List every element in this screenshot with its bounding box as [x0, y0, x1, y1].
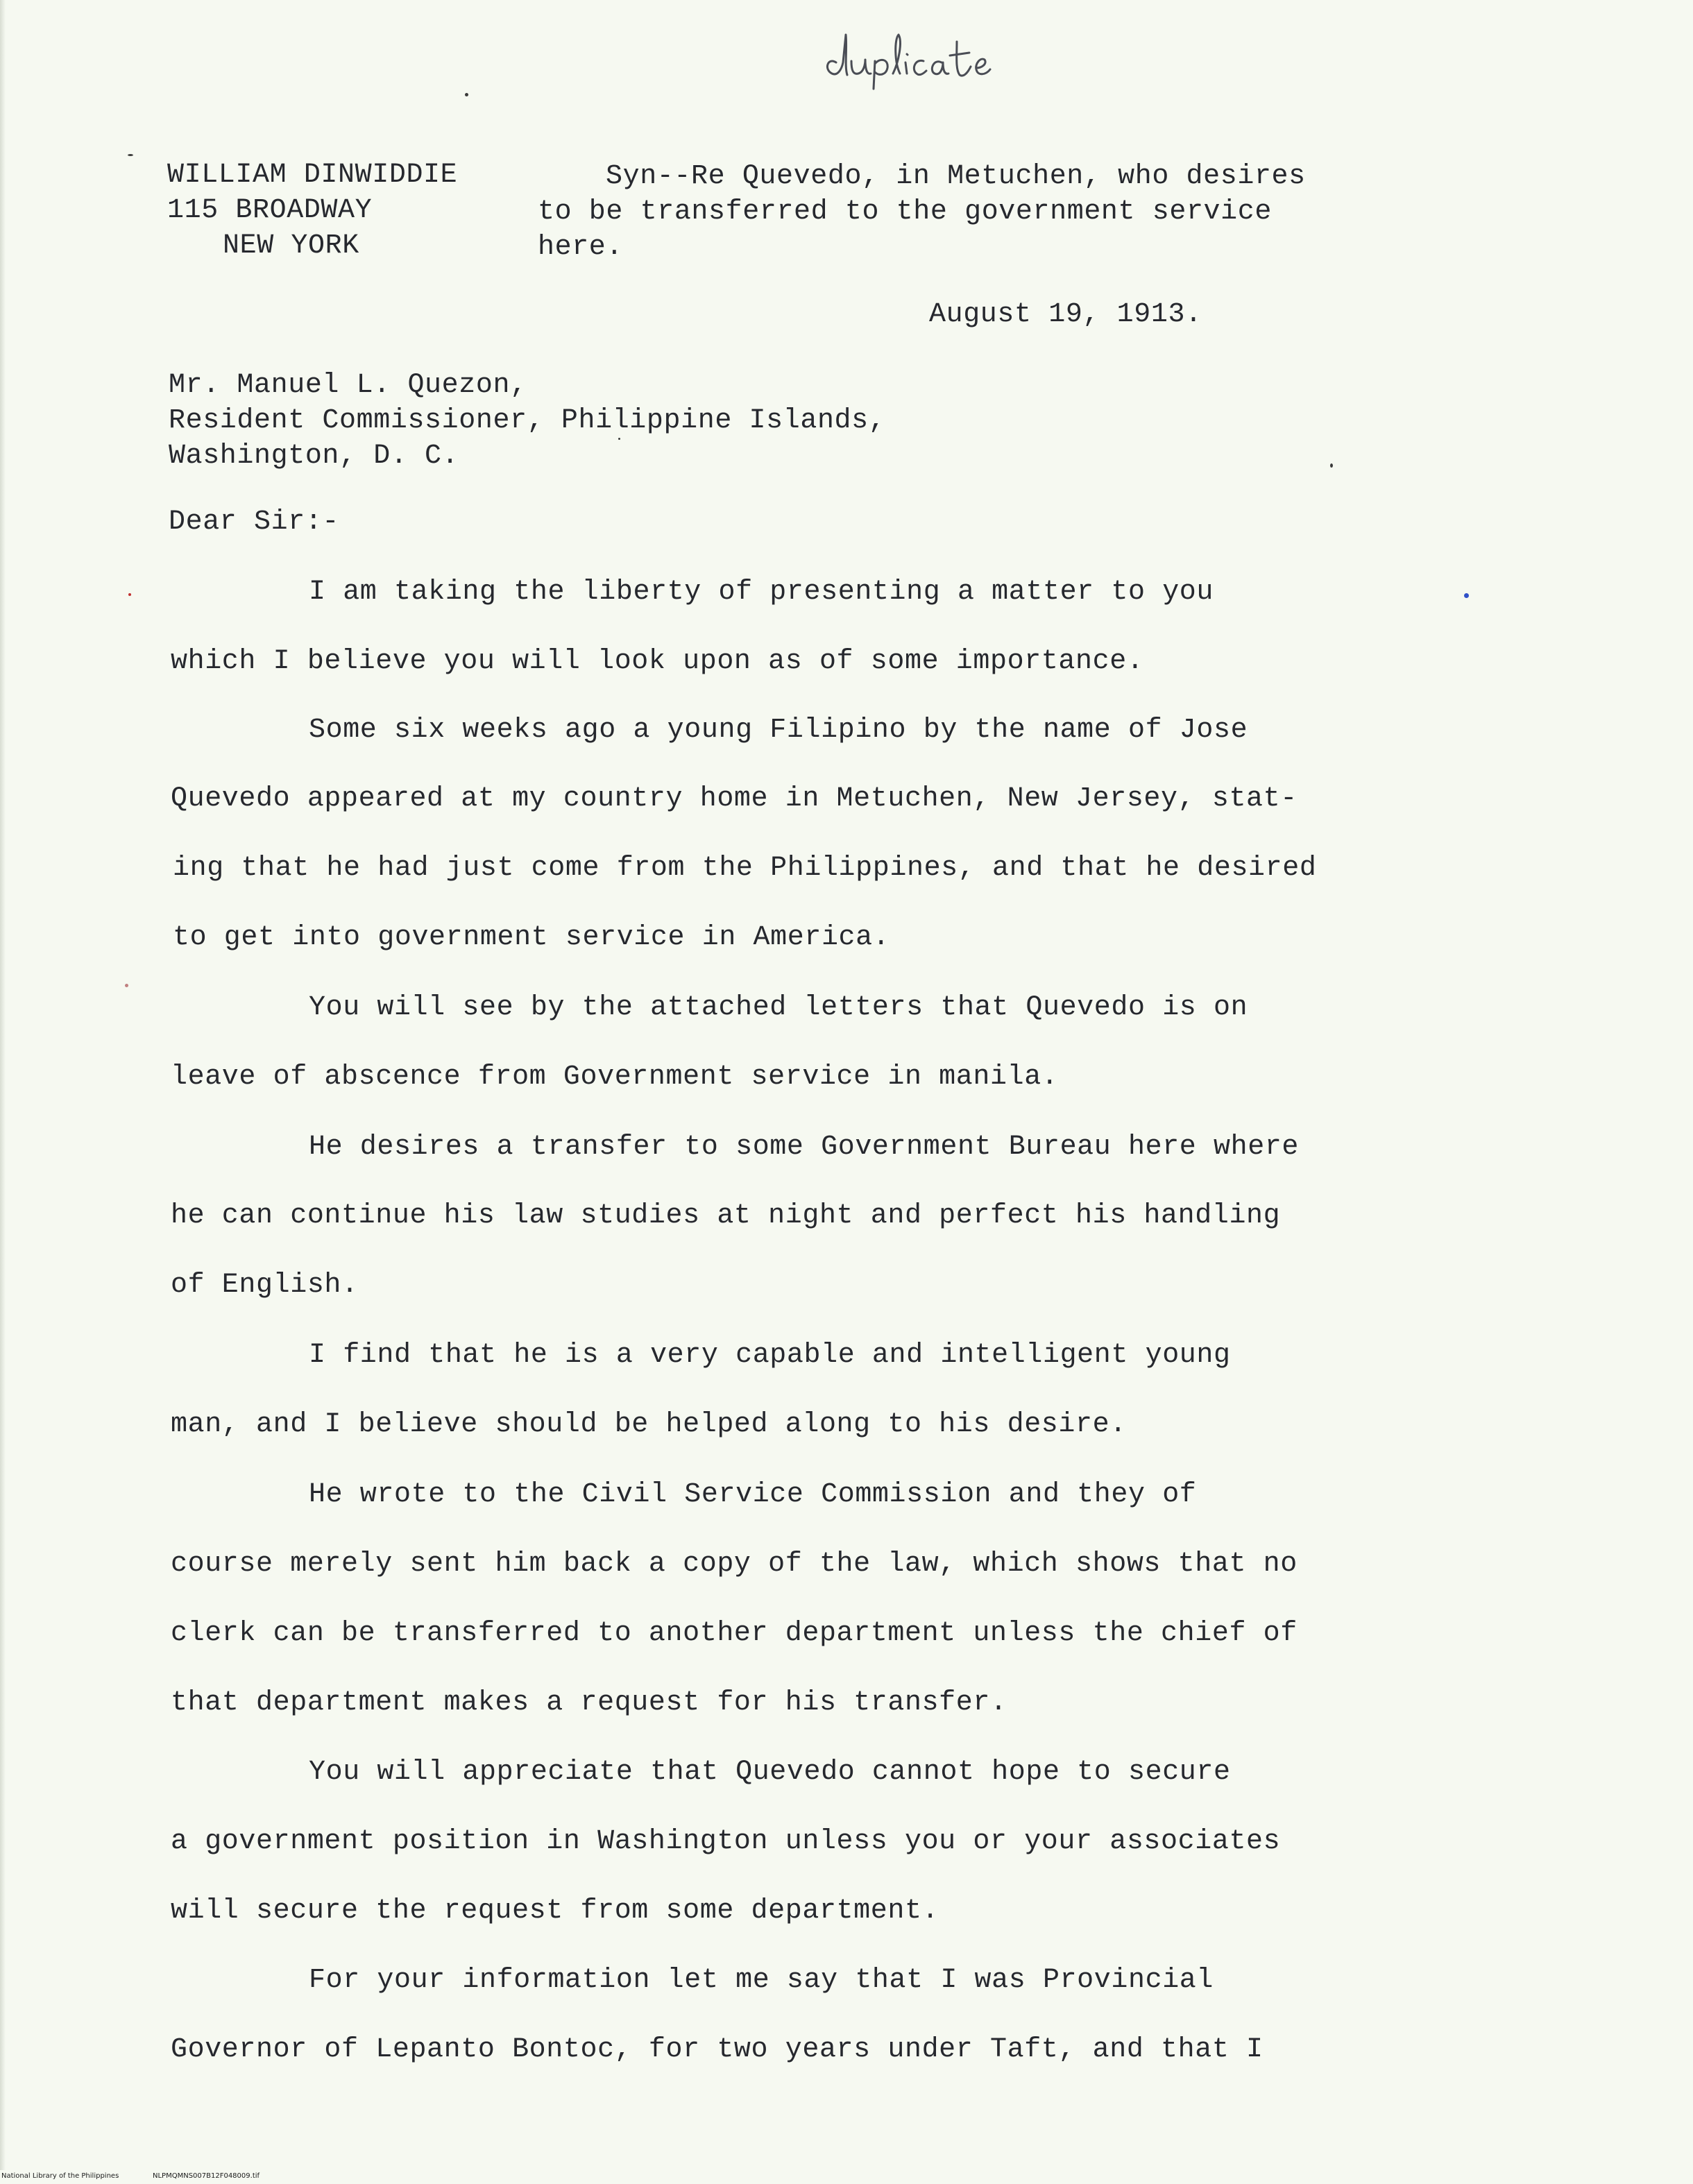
body-line: He desires a transfer to some Government Bureau here where: [309, 1132, 1300, 1163]
page-edge-shadow: [0, 0, 6, 2184]
body-line: which I believe you will look upon as of some importance.: [171, 646, 1144, 677]
synopsis-line-2: to be transferred to the government service: [538, 196, 1272, 228]
paper-speck: [1464, 593, 1469, 598]
body-line: that department makes a request for his transfer.: [171, 1687, 1007, 1718]
recipient-name: Mr. Manuel L. Quezon,: [169, 370, 527, 401]
body-line: man, and I believe should be helped along to his desire.: [171, 1409, 1127, 1440]
synopsis-line-3: here.: [538, 232, 624, 263]
body-line: clerk can be transferred to another department unless the chief of: [171, 1618, 1298, 1649]
footer-library-label: National Library of the Philippines: [1, 2172, 119, 2180]
letter-date: August 19, 1913.: [929, 299, 1202, 330]
letterhead-name: WILLIAM DINWIDDIE: [167, 160, 458, 191]
handwriting-duplicate-graphic: [815, 14, 1044, 90]
body-line: He wrote to the Civil Service Commission and they of: [309, 1479, 1197, 1510]
body-line: ing that he had just come from the Philippines, and that he desired: [173, 853, 1317, 884]
recipient-title: Resident Commissioner, Philippine Islands,: [169, 405, 886, 436]
paper-speck: [465, 93, 468, 96]
body-line: leave of abscence from Government service in manila.: [171, 1061, 1059, 1093]
body-line: I find that he is a very capable and intelligent young: [309, 1340, 1231, 1371]
body-line: to get into government service in America.: [173, 922, 890, 953]
footer-file-name: NLPMQMNS007B12F048009.tif: [153, 2172, 260, 2180]
body-line: I am taking the liberty of presenting a matter to you: [309, 577, 1214, 608]
synopsis-line-1: Syn--Re Quevedo, in Metuchen, who desires: [606, 161, 1306, 192]
body-line: will secure the request from some department.: [171, 1895, 939, 1927]
letterhead-city: NEW YORK: [223, 230, 359, 262]
body-line: Governor of Lepanto Bontoc, for two years under Taft, and that I: [171, 2034, 1264, 2065]
body-line: Some six weeks ago a young Filipino by the name of Jose: [309, 715, 1248, 746]
paper-speck: [618, 438, 620, 440]
body-line: You will appreciate that Quevedo cannot hope to secure: [309, 1757, 1231, 1788]
paper-speck: [1330, 463, 1333, 468]
paper-speck: [128, 593, 131, 596]
body-line: You will see by the attached letters that Quevedo is on: [309, 992, 1248, 1023]
body-line: Quevedo appeared at my country home in Metuchen, New Jersey, stat-: [171, 783, 1298, 814]
body-line: For your information let me say that I was Provincial: [309, 1965, 1214, 1996]
recipient-city: Washington, D. C.: [169, 441, 459, 472]
handwritten-note-duplicate: [815, 14, 1044, 90]
paper-speck: [125, 984, 128, 987]
body-line: he can continue his law studies at night and perfect his handling: [171, 1200, 1281, 1231]
salutation: Dear Sir:-: [169, 506, 340, 538]
paper-speck: [128, 154, 133, 156]
body-line: course merely sent him back a copy of the law, which shows that no: [171, 1549, 1298, 1580]
body-line: of English.: [171, 1270, 359, 1301]
letterhead-street: 115 BROADWAY: [167, 195, 373, 226]
body-line: a government position in Washington unless you or your associates: [171, 1826, 1281, 1857]
